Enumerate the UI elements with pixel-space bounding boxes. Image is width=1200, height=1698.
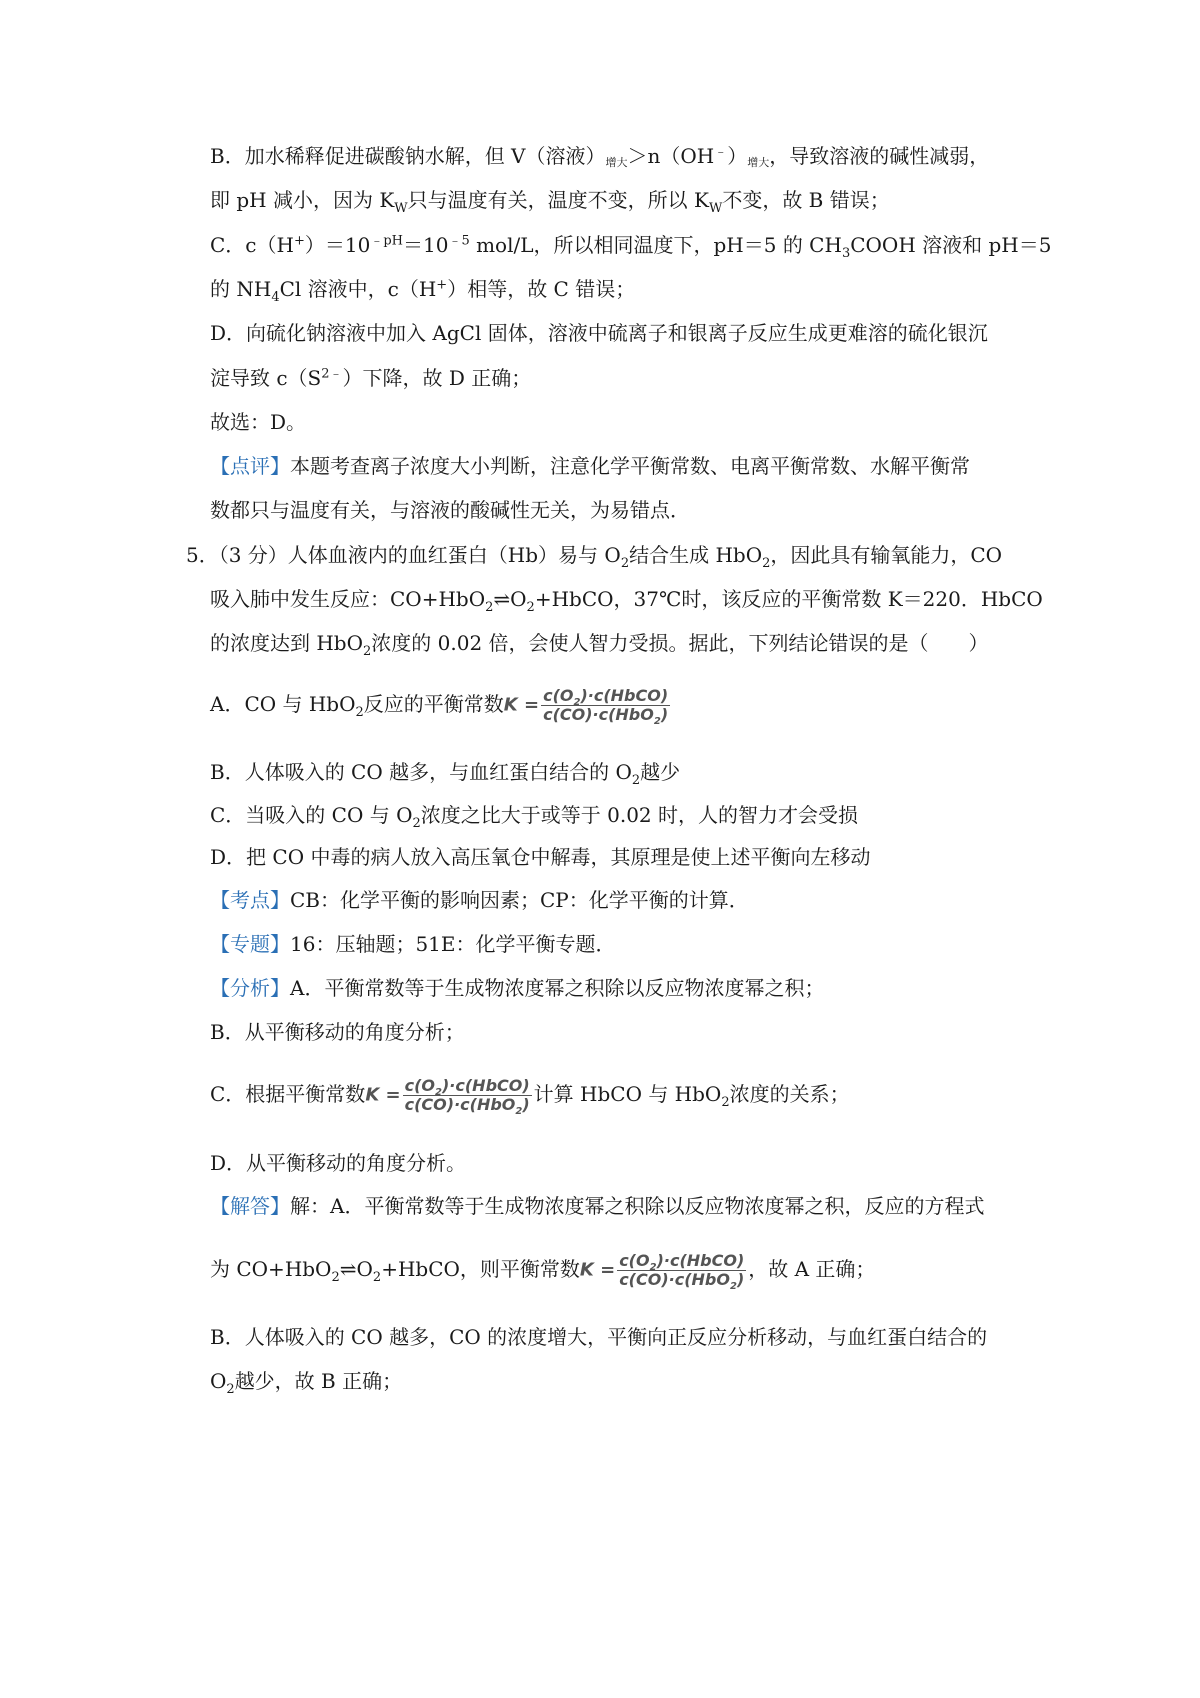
solution-line-2: 为 $CO+HbO_2\rightleftharpoons O_2+HbCO$，则平衡常数K = $\frac{c(O_2)\cdot c(HbCO)}{c(CO)\cdot c(HbO_2)}$ ，故 A 正确； (210, 1251, 876, 1293)
comment-tag: 【点评】 (210, 454, 290, 478)
solution-tag: 【解答】 (210, 1194, 290, 1218)
solution-b-line-2: 即 pH 减小，因为 $K_W$只与温度有关，温度不变，所以 $K_W$不变，故 B 错误； (210, 188, 890, 216)
question-5-line-3: 的浓度达到 HbO$_2$浓度的 0.02 倍，会使人智力受损。据此，下列结论错误的是（ ） (210, 631, 989, 659)
k-symbol: K = (503, 694, 540, 716)
option-d: D．把 CO 中毒的病人放入高压氧仓中解毒，其原理是使上述平衡向左移动 (210, 845, 871, 869)
solution-d-line-2: 淀导致 $c(S^{2﹣})$下降，故 D 正确； (210, 366, 532, 390)
answer-line: 故选：D。 (210, 410, 307, 434)
option-a: A．CO 与 HbO$_2$反应的平衡常数K = $\frac{c(O_2)\cdot c(HbCO)}{c(CO)\cdot c(HbO_2)}$ (210, 686, 669, 728)
option-c: C．当吸入的 CO 与 $O_2$浓度之比大于或等于 0.02 时，人的智力才会受损 (210, 803, 859, 831)
equilibrium-constant-fraction: $\frac{c(O_2)\cdot c(HbCO)}{c(CO)\cdot c(HbO_2)}$ (404, 1076, 530, 1118)
topic-line: 【专题】16：压轴题；51E：化学平衡专题． (210, 932, 616, 956)
solution-line-1: 【解答】解：A．平衡常数等于生成物浓度幂之积除以反应物浓度幂之积，反应的方程式 (210, 1194, 985, 1218)
question-5-line-2: 吸入肺中发生反应：$CO+HbO_2\rightleftharpoons O_2+HbCO$，37℃时，该反应的平衡常数 K＝220．HbCO (210, 587, 1043, 615)
solution-d-line-1: D．向硫化钠溶液中加入 AgCl 固体，溶液中硫离子和银离子反应生成更难溶的硫化银沉 (210, 321, 988, 345)
equilibrium-constant-fraction: $\frac{c(O_2)\cdot c(HbCO)}{c(CO)\cdot c(HbO_2)}$ (543, 686, 669, 728)
key-point-line: 【考点】CB：化学平衡的影响因素；CP：化学平衡的计算． (210, 888, 749, 912)
analysis-line-b: B．从平衡移动的角度分析； (210, 1020, 465, 1044)
topic-tag: 【专题】 (210, 932, 290, 956)
comment-line-1: 【点评】本题考查离子浓度大小判断，注意化学平衡常数、电离平衡常数、水解平衡常 (210, 454, 970, 478)
analysis-line-a: 【分析】A．平衡常数等于生成物浓度幂之积除以反应物浓度幂之积； (210, 976, 825, 1000)
solution-line-4: $O_2$越少，故 B 正确； (210, 1369, 403, 1397)
solution-c-line-1: C．$c(H^+)=10^{﹣pH}=10^{﹣5}$ mol/L，所以相同温度下，pH＝5 的 $CH_3COOH$ 溶液和 pH＝5 (210, 233, 1052, 261)
analysis-line-c: C．根据平衡常数K = $\frac{c(O_2)\cdot c(HbCO)}{c(CO)\cdot c(HbO_2)}$ 计算 HbCO 与 HbO$_2$浓度的关系； (210, 1076, 850, 1118)
solution-line-3: B．人体吸入的 CO 越多，CO 的浓度增大，平衡向正反应分析移动，与血红蛋白结合的 (210, 1325, 988, 1349)
solution-b-line-1: B．加水稀释促进碳酸钠水解，但 V（溶液）增大＞n（OH﹣）增大，导致溶液的碱性减弱， (210, 144, 990, 169)
equilibrium-constant-fraction: $\frac{c(O_2)\cdot c(HbCO)}{c(CO)\cdot c(HbO_2)}$ (619, 1251, 745, 1293)
key-point-tag: 【考点】 (210, 888, 290, 912)
comment-line-2: 数都只与温度有关，与溶液的酸碱性无关，为易错点． (210, 498, 690, 522)
analysis-line-d: D．从平衡移动的角度分析。 (210, 1151, 467, 1175)
question-5-line-1: 5．（3 分）人体血液内的血红蛋白（Hb）易与 $O_2$结合生成 HbO$_2$，因此具有输氧能力，CO (186, 543, 1003, 571)
option-b: B．人体吸入的 CO 越多，与血红蛋白结合的 $O_2$越少 (210, 760, 681, 788)
analysis-tag: 【分析】 (210, 976, 290, 1000)
solution-c-line-2: 的 $NH_4Cl$ 溶液中，c（H+）相等，故 C 错误； (210, 277, 636, 305)
